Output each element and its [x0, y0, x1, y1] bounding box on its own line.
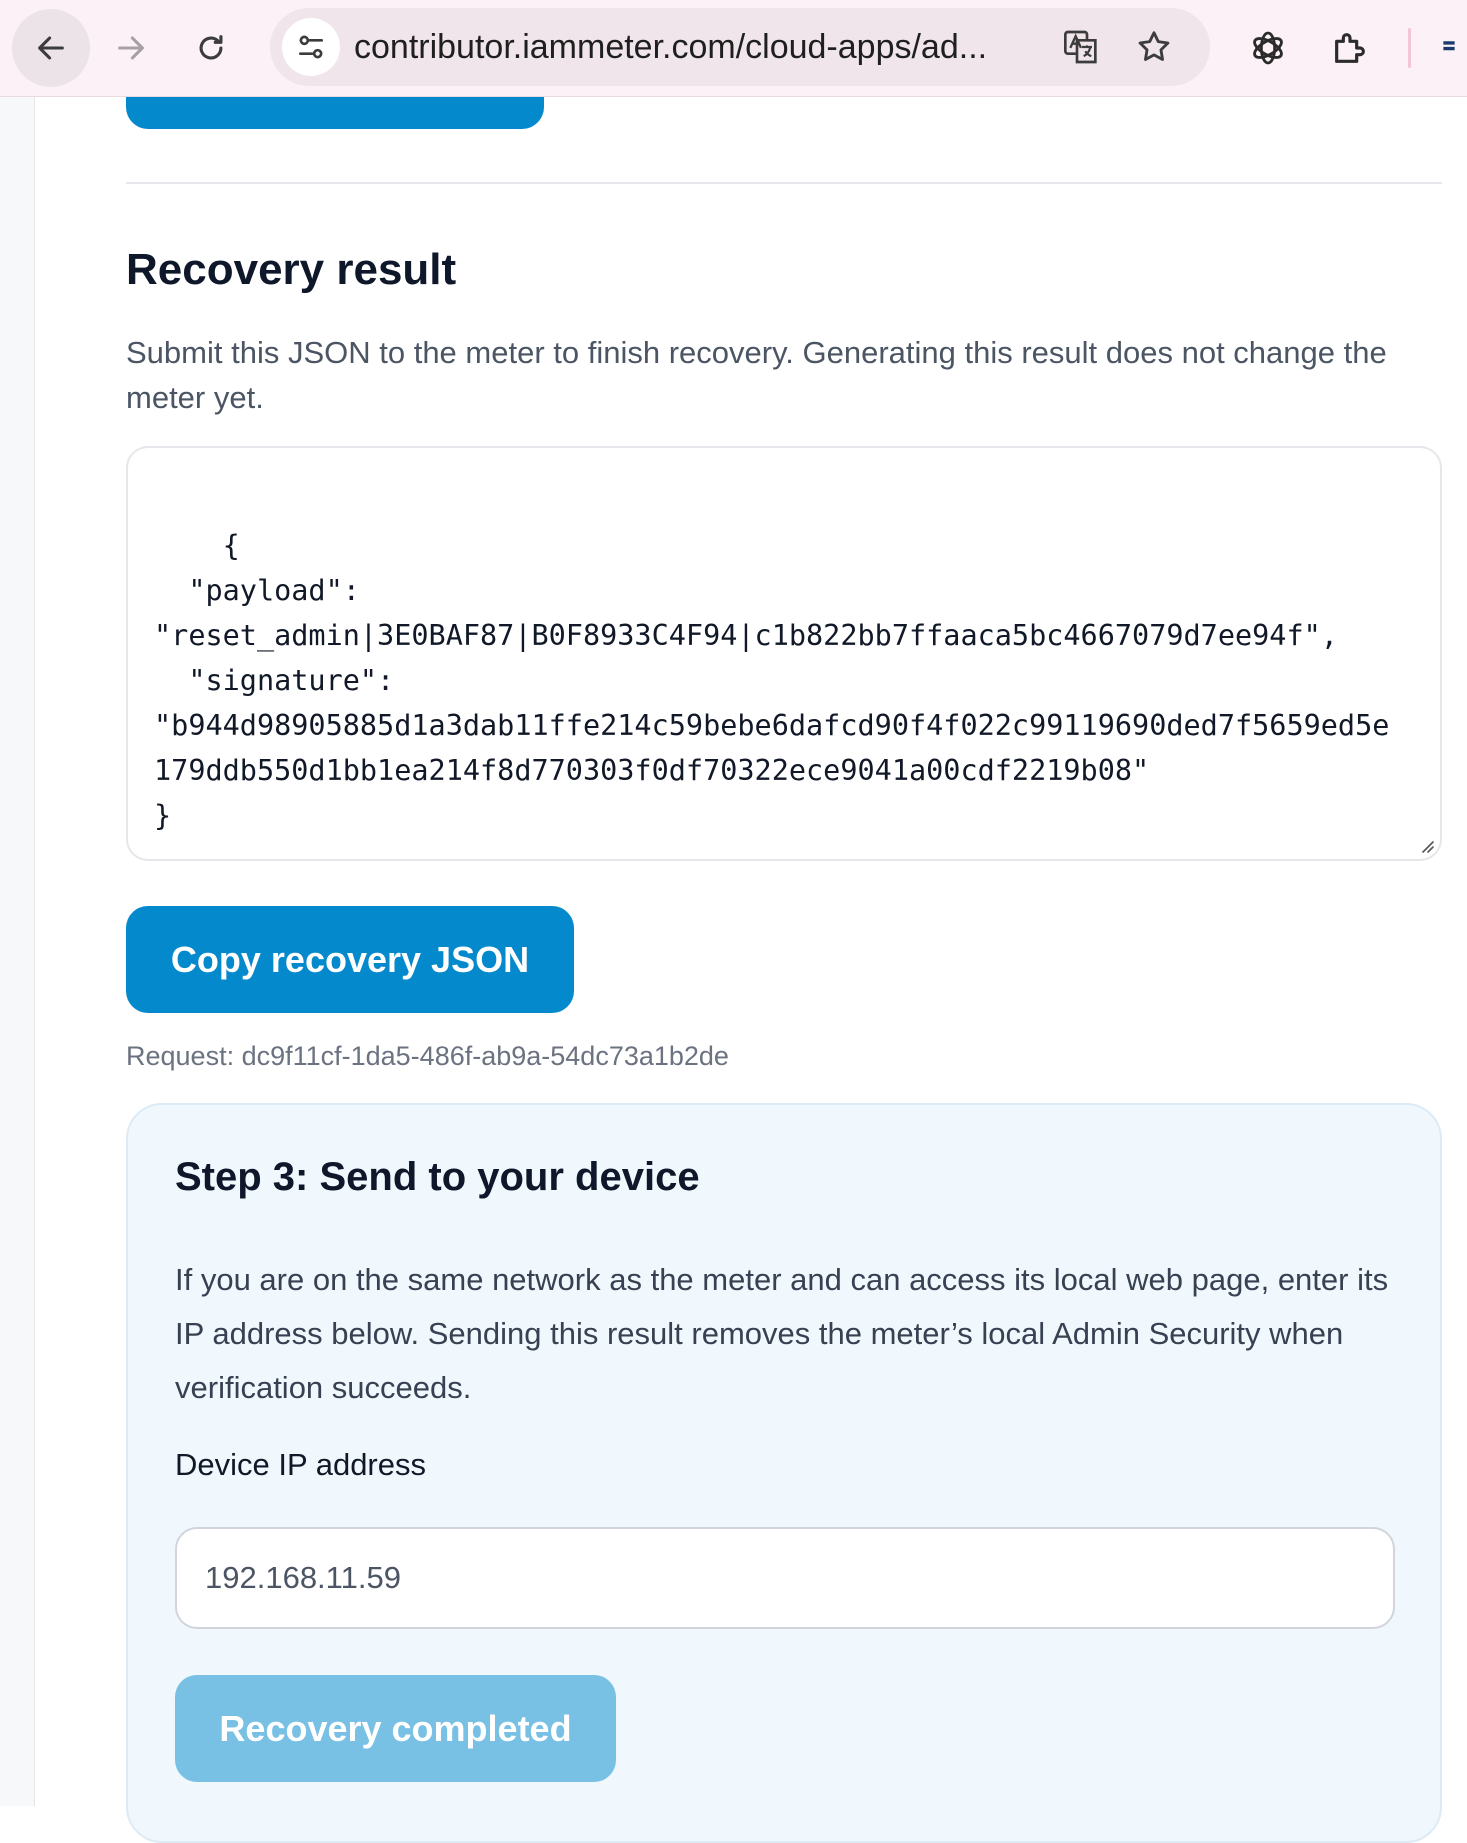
- section-divider: [126, 182, 1442, 184]
- back-button[interactable]: [12, 9, 90, 87]
- extension-partial-icon: [1440, 28, 1467, 68]
- arrow-right-icon: [114, 31, 148, 65]
- address-bar[interactable]: [270, 8, 1210, 86]
- star-icon: [1135, 28, 1173, 66]
- recovery-result-title: Recovery result: [126, 245, 457, 294]
- page-content: [0, 97, 1467, 1806]
- reload-button[interactable]: [172, 9, 250, 87]
- recovery-json-text: { "payload": "reset_admin|3E0BAF87|B0F8933C4F94|c1b822bb7ffaaca5bc4667079d7ee94f", "signature": "b944d98905885d1a3dab11ffe214c59bebe6dafcd90f4f022c99119690ded7f5659ed5e 179ddb550d1bb1ea214f8d770303f0df70322ece9041a00cdf2219b08" }: [154, 529, 1390, 832]
- bookmark-button[interactable]: [1134, 27, 1174, 67]
- recovery-json-textarea[interactable]: [126, 446, 1442, 861]
- left-rail: [0, 97, 35, 1806]
- recovery-completed-button[interactable]: Recovery completed: [175, 1675, 616, 1782]
- copy-recovery-json-button[interactable]: Copy recovery JSON: [126, 906, 574, 1013]
- request-id: Request: dc9f11cf-1da5-486f-ab9a-54dc73a1b2de: [126, 1041, 729, 1071]
- translate-button[interactable]: [1062, 27, 1102, 67]
- previous-step-button[interactable]: [126, 97, 544, 129]
- step3-description: If you are on the same network as the meter and can access its local web page, enter its IP address below. Sending this result removes the meter’s local Admin Security when verification succeeds.: [175, 1262, 1389, 1405]
- site-info-button[interactable]: [282, 18, 340, 76]
- recovery-result-description: Submit this JSON to the meter to finish recovery. Generating this result does not change the meter yet.: [126, 335, 1387, 415]
- reload-icon: [194, 31, 228, 65]
- openai-extension[interactable]: [1246, 26, 1290, 70]
- step3-card: [126, 1103, 1442, 1843]
- resize-grip-icon[interactable]: [1416, 835, 1436, 855]
- extensions-button[interactable]: [1328, 26, 1372, 70]
- browser-toolbar: [0, 0, 1467, 97]
- forward-button[interactable]: [92, 9, 170, 87]
- toolbar-divider: [1408, 28, 1411, 68]
- profile-extension[interactable]: [1440, 26, 1467, 70]
- device-ip-label: Device IP address: [175, 1447, 426, 1482]
- openai-icon: [1248, 28, 1288, 68]
- arrow-left-icon: [34, 31, 68, 65]
- device-ip-input[interactable]: [175, 1527, 1395, 1629]
- step3-title: Step 3: Send to your device: [175, 1155, 700, 1199]
- tune-icon: [295, 31, 327, 63]
- translate-icon: [1062, 27, 1102, 67]
- puzzle-icon: [1330, 28, 1370, 68]
- url-text[interactable]: contributor.iammeter.com/cloud-apps/ad...: [354, 28, 988, 66]
